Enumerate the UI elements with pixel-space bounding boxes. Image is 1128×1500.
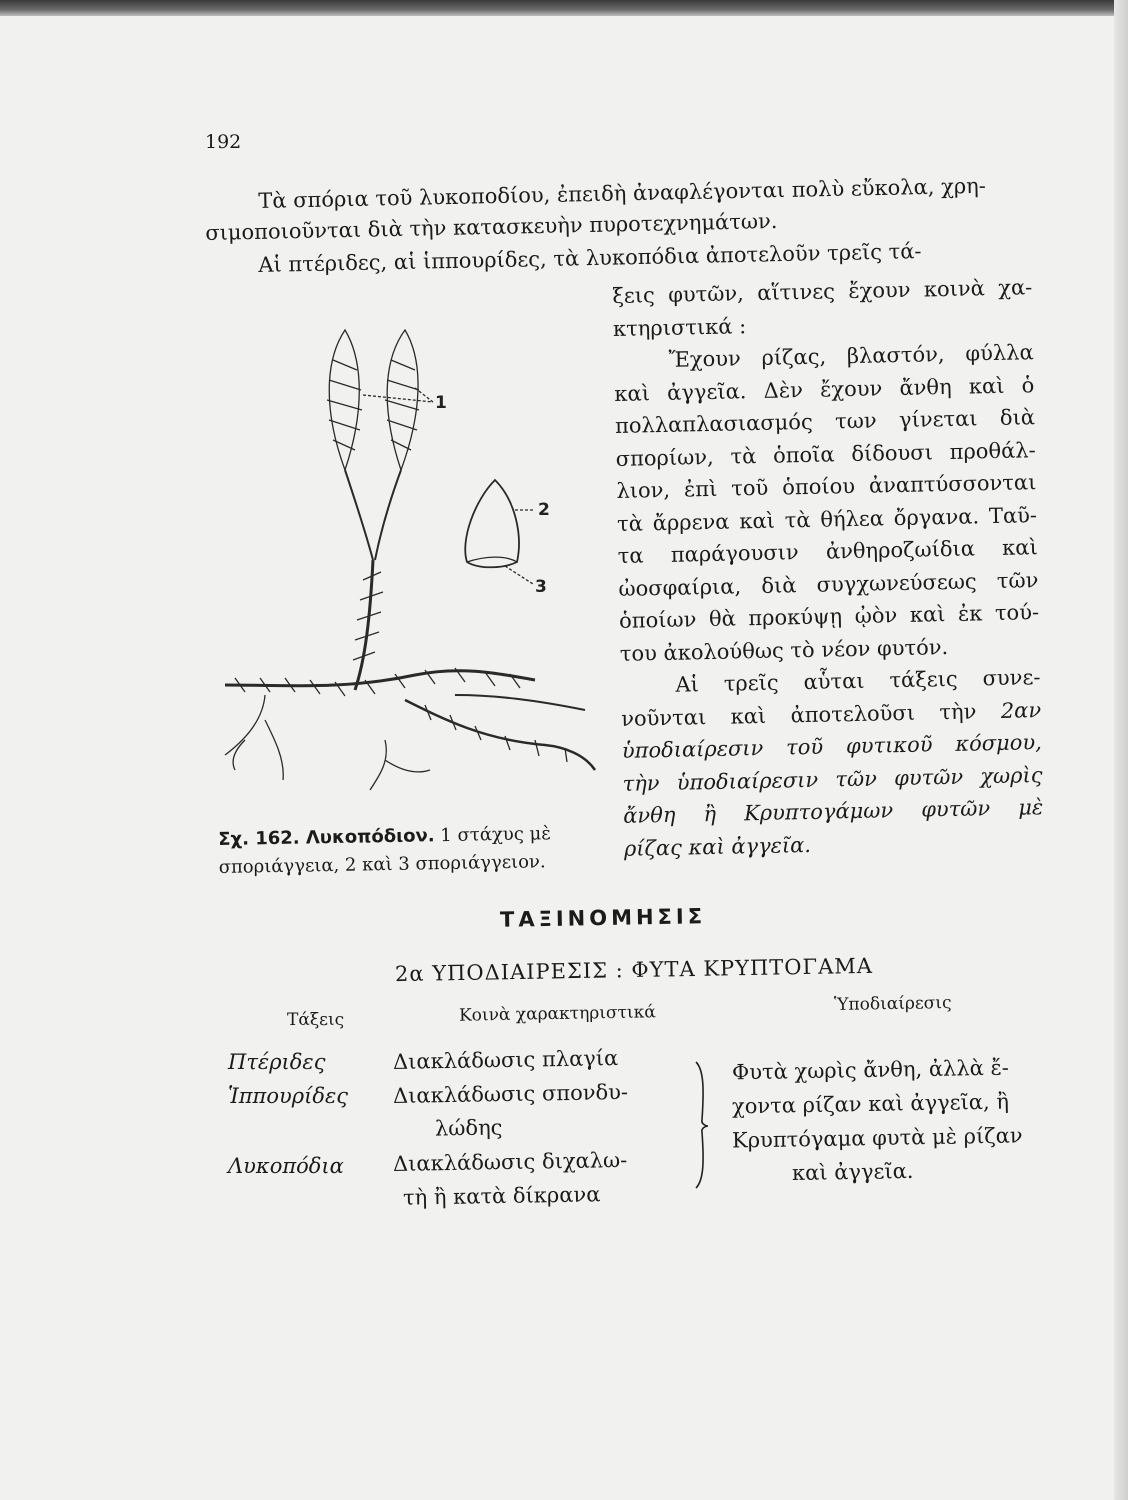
page-number: 192 <box>205 131 242 153</box>
col-line-text: ρίζας καὶ ἀγγεῖα. <box>623 832 812 861</box>
col-line: Ἔχουν ρίζας, βλαστόν, φύλλα <box>668 340 1034 372</box>
subdiv-line-1: Φυτὰ χωρὶς ἄνθη, ἀλλὰ ἔ- <box>731 1055 1010 1085</box>
col-header-subdivision: Ὑποδιαίρεσις <box>833 992 952 1016</box>
figure-caption <box>218 820 552 882</box>
class-pterides: Πτέριδες <box>228 1050 326 1074</box>
fig-label-1: 1 <box>435 393 447 413</box>
subdiv-line-2: χοντα ρίζαν καὶ ἀγγεῖα, ἢ <box>731 1089 1010 1119</box>
caption-line-2: σποριάγγεια, 2 καὶ 3 σποριάγγειον. <box>218 851 546 878</box>
char-line-5: τὴ ἢ κατὰ δίκρανα <box>402 1182 601 1210</box>
col-line-text: τὴν ὑποδιαίρεσιν τῶν φυτῶν χωρὶς <box>622 762 1043 796</box>
intro-line-2: σιμοποιοῦνται διὰ τὴν κατασκευὴν πυροτεχνημάτων. <box>205 209 778 245</box>
col-header-characteristics: Κοινὰ χαρακτηριστικά <box>458 1002 656 1026</box>
subdiv-line-4: καὶ ἀγγεῖα. <box>791 1158 914 1186</box>
col-line: τα παράγουσιν ἀνθηροζωίδια καὶ <box>617 535 1038 568</box>
class-lykopodia: Λυκοπόδια <box>228 1154 344 1178</box>
col-line: ξεις φυτῶν, αἵτινες ἔχουν κοινὰ χα- <box>612 275 1033 308</box>
caption-title: Σχ. 162. Λυκοπόδιον. <box>218 825 435 850</box>
col-line: ὁποίων θὰ προκύψῃ ᾠὸν καὶ ἐκ τού- <box>618 600 1040 633</box>
col-line: ὠοσφαίρια, διὰ συγχωνεύσεως τῶν <box>618 567 1039 601</box>
classification-subheading: 2α ΥΠΟΔΙΑΙΡΕΣΙΣ : ΦΥΤΑ ΚΡΥΠΤΟΓΑΜΑ <box>394 953 874 987</box>
strobilus-left <box>329 330 359 470</box>
col-line-text: ὑποδιαίρεσιν τοῦ φυτικοῦ κόσμου, <box>621 730 1043 763</box>
intro-line-3: Αἱ πτέριδες, αἱ ἱππουρίδες, τὰ λυκοπόδια ἀποτελοῦν τρεῖς τά- <box>258 239 922 277</box>
scan-right-edge <box>1114 0 1128 1500</box>
col-line-text: ἄνθη ἢ Κρυπτογάμων φυτῶν μὲ <box>622 795 1044 828</box>
italic-2an: 2αν <box>1000 697 1042 723</box>
fig-label-2: 2 <box>538 500 550 520</box>
char-line-3: λώδης <box>434 1115 503 1141</box>
classification-heading: ΤΑΞΙΝΟΜΗΣΙΣ <box>499 904 707 932</box>
char-line-1: Διακλάδωσις πλαγία <box>392 1046 619 1074</box>
char-line-2: Διακλάδωσις σπονδυ- <box>392 1079 629 1109</box>
col-line: κτηριστικά : <box>612 313 747 341</box>
col-line-text: νοῦνται καὶ ἀποτελοῦσι τὴν <box>620 698 977 731</box>
grouping-brace <box>692 1060 710 1190</box>
col-line: λιον, ἐπὶ τοῦ ὁποίου ἀναπτύσσονται <box>616 470 1037 503</box>
caption-rest: 1 στάχυς μὲ <box>434 823 552 847</box>
col-line: τὰ ἄρρενα καὶ τὰ θήλεα ὄργανα. Ταῦ- <box>616 502 1038 536</box>
col-header-classes: Τάξεις <box>287 1010 345 1030</box>
sporangium <box>465 480 519 567</box>
lycopodium-figure <box>205 300 605 800</box>
char-line-4: Διακλάδωσις διχαλω- <box>392 1147 628 1177</box>
scan-top-edge <box>0 0 1128 16</box>
col-line: σπορίων, τὰ ὁποῖα δίδουσι προθάλ- <box>615 437 1036 471</box>
body-text-column <box>612 271 1044 865</box>
intro-line-1: Τὰ σπόρια τοῦ λυκοποδίου, ἐπειδὴ ἀναφλέγονται πολὺ εὔκολα, χρη- <box>258 173 987 213</box>
col-line: πολλαπλασιασμός των γίνεται διὰ <box>614 405 1036 438</box>
col-line: του ἀκολούθως τὸ νέον φυτόν. <box>619 634 949 666</box>
subdiv-line-3: Κρυπτόγαμα φυτὰ μὲ ρίζαν <box>731 1123 1023 1153</box>
class-ippourides: Ἱππουρίδες <box>228 1084 349 1108</box>
fig-label-3: 3 <box>535 577 547 597</box>
col-line: Αἱ τρεῖς αὗται τάξεις συνε- <box>675 665 1041 697</box>
col-line: καὶ ἀγγεῖα. Δὲν ἔχουν ἄνθη καὶ ὁ <box>614 372 1035 406</box>
